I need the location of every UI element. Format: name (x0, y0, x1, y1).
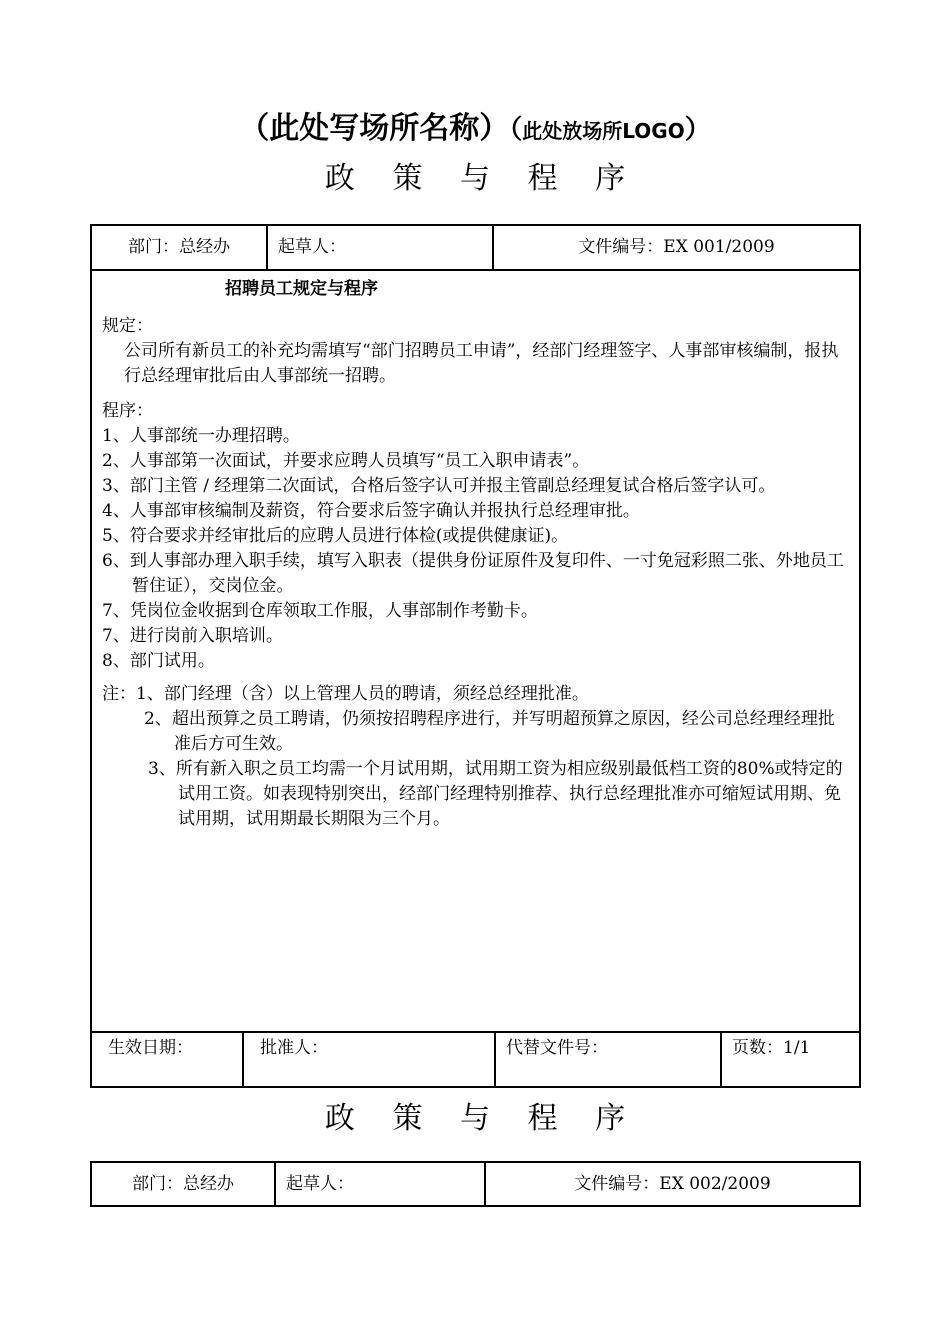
note-item: 3、所有新入职之员工均需一个月试用期，试用期工资为相应级别最低档工资的80%或特定的试用工资。如表现特别突出，经部门经理特别推荐、执行总经理批准亦可缩短试用期、免试用期，试用期最长期限为三个月。 (148, 759, 843, 829)
doc-number-cell: 文件编号：EX 001/2009 (578, 237, 775, 257)
section-title: 招聘员工规定与程序 (225, 279, 378, 299)
procedure-step: 7、进行岗前入职培训。 (102, 626, 283, 646)
form-header-row (92, 1163, 859, 1205)
policy-form-1 (90, 224, 861, 1088)
drafter-cell: 起草人： (276, 1163, 486, 1205)
procedure-step: 8、部门试用。 (102, 651, 215, 671)
procedure-step: 6、到人事部办理入职手续，填写入职表（提供身份证原件及复印件、一寸免冠彩照二张、外地员工暂住证），交岗位金。 (102, 551, 844, 596)
logo-placeholder: 此处放场所LOGO (522, 119, 685, 143)
form-body (92, 271, 859, 1031)
approver-cell: 批准人： (244, 1033, 496, 1086)
note-item: 2、超出预算之员工聘请，仍须按招聘程序进行，并写明超预算之原因，经公司总经理经理批准后方可生效。 (144, 709, 835, 754)
procedure-label: 程序： (102, 401, 153, 421)
logo-paren-open: （ (509, 115, 523, 145)
policy-heading-2: 政 策 与 程 序 (324, 1101, 640, 1136)
rules-text: 公司所有新员工的补充均需填写“部门招聘员工申请”，经部门经理签字、人事部审核编制，报执行总经理审批后由人事部统一招聘。 (124, 341, 839, 386)
department-cell: 部门：总经办 (92, 1163, 276, 1205)
procedure-step: 2、人事部第一次面试，并要求应聘人员填写“员工入职申请表”。 (102, 451, 590, 471)
doc-number-cell: 文件编号：EX 002/2009 (574, 1174, 771, 1194)
replace-doc-cell: 代替文件号： (496, 1033, 722, 1086)
note-item: 注：1、部门经理（含）以上管理人员的聘请，须经总经理批准。 (102, 684, 589, 704)
drafter-cell: 起草人： (268, 226, 494, 269)
procedure-step: 7、凭岗位金收据到仓库领取工作服，人事部制作考勤卡。 (102, 601, 538, 621)
procedure-step: 4、人事部审核编制及薪资，符合要求后签字确认并报执行总经理审批。 (102, 501, 640, 521)
venue-name: （此处写场所名称） (239, 111, 510, 146)
policy-heading: 政 策 与 程 序 (324, 161, 640, 196)
procedure-step: 3、部门主管 / 经理第二次面试，合格后签字认可并报主管副总经理复试合格后签字认可。 (102, 476, 776, 496)
spacer (102, 389, 849, 399)
procedure-step: 1、人事部统一办理招聘。 (102, 426, 300, 446)
venue-title (0, 103, 950, 147)
spacer (102, 674, 849, 682)
form-header-row (92, 226, 859, 271)
form-body-row (92, 271, 859, 1033)
form-footer-row (92, 1033, 859, 1086)
procedure-step: 5、符合要求并经审批后的应聘人员进行体检(或提供健康证)。 (102, 526, 569, 546)
policy-form-2 (90, 1161, 861, 1207)
effective-date-cell: 生效日期： (92, 1033, 244, 1086)
rules-label: 规定： (102, 316, 153, 336)
page-count-cell: 页数：1/1 (732, 1038, 811, 1058)
department-cell: 部门：总经办 (92, 226, 268, 269)
logo-paren-close: ） (684, 115, 711, 145)
